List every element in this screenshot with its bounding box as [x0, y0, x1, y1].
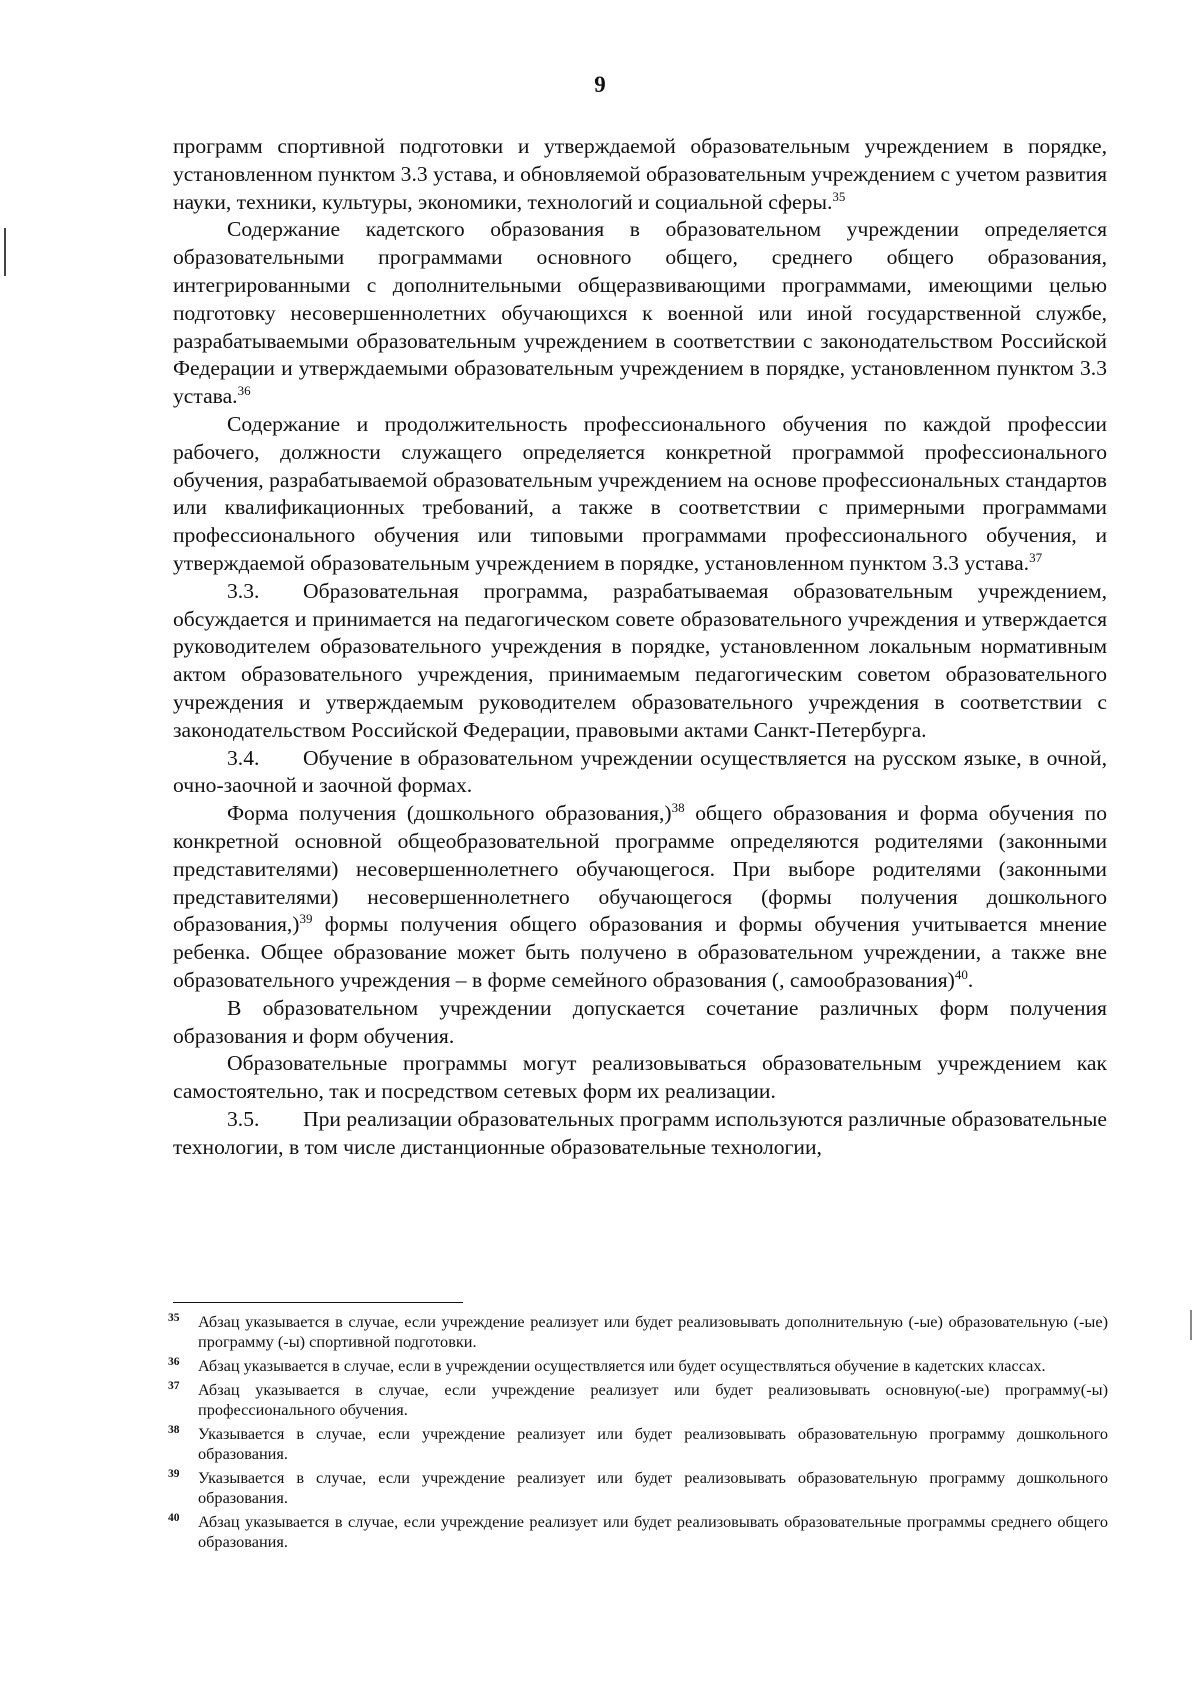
paragraph-text: программ спортивной подготовки и утверждаемой образовательным учреждением в порядке, установленном пунктом 3.3 устава, и обновляемой образовательным учреждением с учетом развития науки, техники, культуры, экономики, технологий и социальной сферы.: [173, 134, 1107, 214]
footnote-text: Указывается в случае, если учреждение реализует или будет реализовывать образовательную программу дошкольного образования.: [198, 1424, 1108, 1463]
footnote-ref: 37: [1029, 549, 1043, 565]
footnote-ref: 40: [954, 966, 968, 982]
footnote-number: 35: [168, 1312, 180, 1324]
footnote-text: Указывается в случае, если учреждение реализует или будет реализовывать образовательную программу дошкольного образования.: [198, 1468, 1108, 1507]
paragraph-cadet-education: [173, 216, 1107, 411]
paragraph-text: В образовательном учреждении допускается сочетание различных форм получения образования и форм обучения.: [173, 995, 1107, 1048]
footnote-40: [168, 1512, 1108, 1552]
clause-3-4: [173, 745, 1107, 801]
body-text: [173, 133, 1107, 1161]
footnote-ref: 39: [299, 911, 313, 927]
footnote-ref: 38: [671, 799, 685, 815]
clause-3-5: [173, 1106, 1107, 1162]
clause-number: 3.5.: [227, 1106, 260, 1131]
footnote-number: 37: [168, 1380, 180, 1392]
paragraph-text: Содержание кадетского образования в образовательном учреждении определяется образовательными программами основного общего, среднего общего образования, интегрированными с дополнительными общеразвивающими программами, имеющими целью подготовку несовершеннолетних обучающихся к военной или иной государственной службе, разрабатываемыми образовательным учреждением в соответствии с законодательством Российской Федерации и утверждаемыми образовательным учреждением в порядке, установленном пунктом 3.3 устава.: [173, 217, 1107, 409]
paragraph-text: Содержание и продолжительность профессионального обучения по каждой профессии рабочего, должности служащего определяется конкретной программой профессионального обучения, разрабатываемой образовательным учреждением на основе профессиональных стандартов или квалификационных требований, а также в соответствии с примерными программами профессионального обучения или типовыми программами профессионального обучения, и утверждаемой образовательным учреждением в порядке, установленном пунктом 3.3 устава.: [173, 411, 1107, 575]
scan-artifact-right: [1190, 1310, 1192, 1340]
scan-artifact-left: [4, 228, 6, 276]
footnote-38: [168, 1424, 1108, 1464]
paragraph-professional-training: [173, 411, 1107, 578]
footnote-37: [168, 1380, 1108, 1420]
clause-number: 3.3.: [227, 578, 260, 603]
footnotes: [168, 1312, 1108, 1556]
paragraph-text: общего образования и форма обучения по конкретной основной общеобразовательной программе определяются родителями (законными представителями) несовершеннолетнего обучающегося. При выборе родителями (законными представителями) несовершеннолетнего обучающегося (формы получения дошкольного образования,): [173, 801, 1107, 937]
paragraph-forms-of-education: [173, 800, 1107, 995]
footnote-number: 40: [168, 1512, 180, 1524]
paragraph-sport-programs: [173, 133, 1107, 216]
paragraph-text: формы получения общего образования и формы обучения учитывается мнение ребенка. Общее образование может быть получено в образовательном учреждении, а также вне образовательного учреждения – в форме семейного образования (, самообразования): [173, 912, 1107, 992]
paragraph-network-forms: [173, 1050, 1107, 1106]
footnote-number: 36: [168, 1356, 180, 1368]
footnote-text: Абзац указывается в случае, если учреждение реализует или будет реализовывать образовательные программы среднего общего образования.: [198, 1512, 1108, 1551]
page-number: 9: [594, 72, 606, 97]
clause-3-3: [173, 578, 1107, 745]
footnote-number: 39: [168, 1468, 180, 1480]
paragraph-text: Форма получения (дошкольного образования,): [227, 801, 672, 826]
clause-text: Образовательная программа, разрабатываемая образовательным учреждением, обсуждается и принимается на педагогическом совете образовательного учреждения и утверждается руководителем образовательного учреждения в порядке, установленном локальным нормативным актом образовательного учреждения, принимаемым педагогическим советом образовательного учреждения и утверждаемым руководителем образовательного учреждения в соответствии с законодательством Российской Федерации, правовыми актами Санкт-Петербурга.: [173, 578, 1107, 742]
footnote-number: 38: [168, 1424, 180, 1436]
paragraph-text: .: [967, 967, 974, 992]
footnote-text: Абзац указывается в случае, если учреждение реализует или будет реализовывать дополнительную (-ые) образовательную (-ые) программу (-ы) спортивной подготовки.: [198, 1312, 1108, 1351]
clause-text: При реализации образовательных программ используются различные образовательные технологии, в том числе дистанционные образовательные технологии,: [173, 1106, 1107, 1159]
footnote-text: Абзац указывается в случае, если в учреждении осуществляется или будет осуществляться обучение в кадетских классах.: [198, 1356, 1046, 1375]
footnote-36: [168, 1356, 1108, 1376]
clause-number: 3.4.: [227, 745, 260, 770]
paragraph-combination-of-forms: [173, 995, 1107, 1051]
footnote-39: [168, 1468, 1108, 1508]
footnote-ref: 36: [237, 382, 251, 398]
footnote-ref: 35: [832, 188, 846, 204]
footnote-35: [168, 1312, 1108, 1352]
footnote-text: Абзац указывается в случае, если учреждение реализует или будет реализовывать основную(-ые) программу(-ы) профессионального обучения.: [198, 1380, 1108, 1419]
footnote-separator: [173, 1302, 463, 1303]
clause-text: Обучение в образовательном учреждении осуществляется на русском языке, в очной, очно-заочной и заочной формах.: [173, 745, 1107, 798]
paragraph-text: Образовательные программы могут реализовываться образовательным учреждением как самостоятельно, так и посредством сетевых форм их реализации.: [173, 1051, 1107, 1104]
